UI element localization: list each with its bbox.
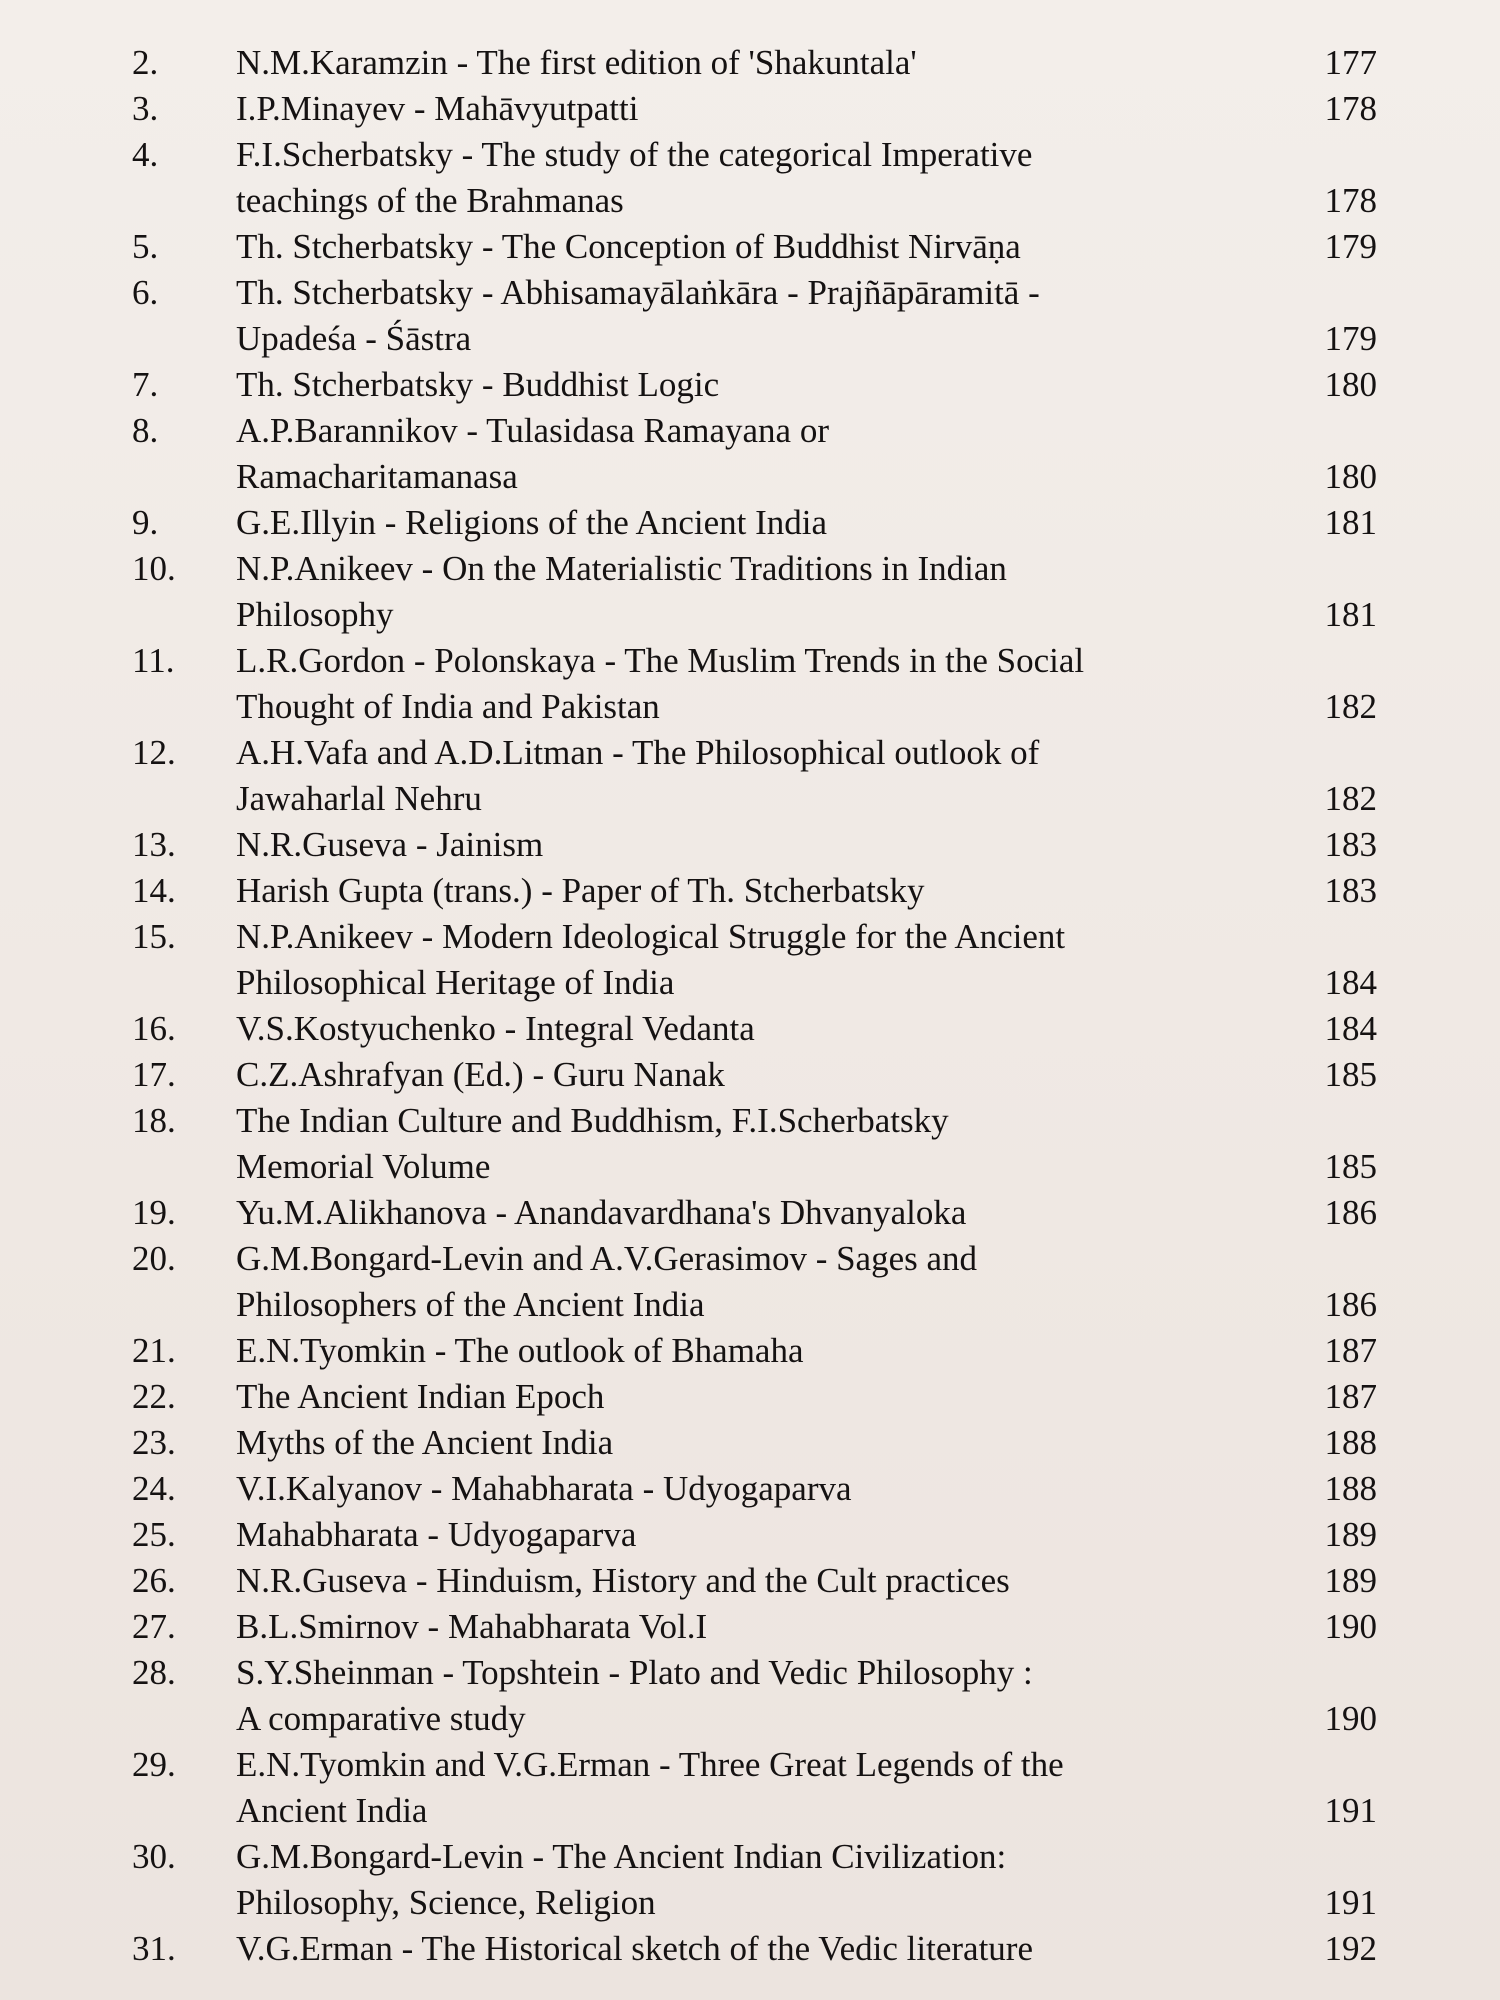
toc-entry — [0, 224, 1500, 270]
entry-title-line: L.R.Gordon - Polonskaya - The Muslim Trends in the Social — [236, 641, 1085, 680]
entry-page-number: 184 — [1324, 1009, 1377, 1048]
entry-number: 29. — [132, 1745, 176, 1784]
entry-title-line: Th. Stcherbatsky - The Conception of Buddhist Nirvāṇa — [236, 227, 1021, 266]
entry-page-number: 192 — [1324, 1929, 1377, 1968]
entry-number: 22. — [132, 1377, 176, 1416]
entry-number: 11. — [132, 641, 175, 680]
entry-title — [236, 1328, 1316, 1374]
entry-page-number: 181 — [1324, 503, 1377, 542]
entry-page-number: 183 — [1324, 825, 1377, 864]
toc-entry — [0, 638, 1500, 730]
entry-title-line: Harish Gupta (trans.) - Paper of Th. Stcherbatsky — [236, 871, 925, 910]
entry-page-number: 184 — [1324, 963, 1377, 1002]
entry-number: 25. — [132, 1515, 176, 1554]
toc-entry — [0, 1052, 1500, 1098]
toc-entry — [0, 86, 1500, 132]
entry-title-line: Philosophers of the Ancient India — [236, 1285, 705, 1324]
entry-number: 12. — [132, 733, 176, 772]
entry-number: 13. — [132, 825, 176, 864]
entry-title-line: V.S.Kostyuchenko - Integral Vedanta — [236, 1009, 755, 1048]
entry-title-line: Upadeśa - Śāstra — [236, 319, 472, 358]
entry-title-line: The Ancient Indian Epoch — [236, 1377, 605, 1416]
toc-entry — [0, 1558, 1500, 1604]
entry-number: 7. — [132, 365, 159, 404]
entry-number: 26. — [132, 1561, 176, 1600]
entry-title-line: Philosophy, Science, Religion — [236, 1883, 656, 1922]
toc-entry — [0, 1006, 1500, 1052]
entry-title-line: C.Z.Ashrafyan (Ed.) - Guru Nanak — [236, 1055, 725, 1094]
entry-title — [236, 1374, 1316, 1420]
toc-entry — [0, 1604, 1500, 1650]
entry-number: 2. — [132, 43, 159, 82]
entry-title — [236, 730, 1316, 822]
entry-title-line: Mahabharata - Udyogaparva — [236, 1515, 637, 1554]
toc-entry — [0, 1742, 1500, 1834]
entry-title-line: V.G.Erman - The Historical sketch of the Vedic literature — [236, 1929, 1033, 1968]
entry-title-line: Yu.M.Alikhanova - Anandavardhana's Dhvanyaloka — [236, 1193, 967, 1232]
entry-title-line: E.N.Tyomkin and V.G.Erman - Three Great Legends of the — [236, 1745, 1064, 1784]
entry-title-line: G.E.Illyin - Religions of the Ancient India — [236, 503, 828, 542]
entry-number: 15. — [132, 917, 176, 956]
entry-number: 8. — [132, 411, 159, 450]
toc-entry — [0, 546, 1500, 638]
entry-title — [236, 1834, 1316, 1926]
entry-title-line: A comparative study — [236, 1699, 526, 1738]
toc-entry — [0, 914, 1500, 1006]
entry-title-line: S.Y.Sheinman - Topshtein - Plato and Vedic Philosophy : — [236, 1653, 1033, 1692]
entry-title — [236, 1650, 1316, 1742]
entry-title-line: Philosophy — [236, 595, 394, 634]
entry-page-number: 182 — [1324, 779, 1377, 818]
entry-number: 28. — [132, 1653, 176, 1692]
entry-title — [236, 868, 1316, 914]
entry-title-line: N.M.Karamzin - The first edition of 'Shakuntala' — [236, 43, 917, 82]
entry-number: 21. — [132, 1331, 176, 1370]
entry-title-line: The Indian Culture and Buddhism, F.I.Scherbatsky — [236, 1101, 949, 1140]
entry-title — [236, 500, 1316, 546]
entry-title-line: A.H.Vafa and A.D.Litman - The Philosophical outlook of — [236, 733, 1040, 772]
entry-title-line: Jawaharlal Nehru — [236, 779, 482, 818]
toc-entry — [0, 1512, 1500, 1558]
entry-number: 10. — [132, 549, 176, 588]
entry-title — [236, 1098, 1316, 1190]
entry-title — [236, 1466, 1316, 1512]
entry-title — [236, 1604, 1316, 1650]
entry-page-number: 178 — [1324, 89, 1377, 128]
entry-number: 17. — [132, 1055, 176, 1094]
entry-title — [236, 1742, 1316, 1834]
entry-page-number: 183 — [1324, 871, 1377, 910]
entry-page-number: 185 — [1324, 1055, 1377, 1094]
entry-title-line: B.L.Smirnov - Mahabharata Vol.I — [236, 1607, 708, 1646]
entry-number: 27. — [132, 1607, 176, 1646]
toc-entry — [0, 1328, 1500, 1374]
entry-page-number: 187 — [1324, 1331, 1377, 1370]
entry-number: 14. — [132, 871, 176, 910]
entry-page-number: 190 — [1324, 1607, 1377, 1646]
entry-page-number: 189 — [1324, 1515, 1377, 1554]
entry-title-line: Philosophical Heritage of India — [236, 963, 675, 1002]
entry-page-number: 191 — [1324, 1883, 1377, 1922]
entry-title — [236, 638, 1316, 730]
entry-number: 31. — [132, 1929, 176, 1968]
toc-entry — [0, 132, 1500, 224]
entry-number: 3. — [132, 89, 159, 128]
entry-title-line: Ramacharitamanasa — [236, 457, 518, 496]
entry-title — [236, 822, 1316, 868]
entry-page-number: 182 — [1324, 687, 1377, 726]
entry-page-number: 181 — [1324, 595, 1377, 634]
entry-title-line: F.I.Scherbatsky - The study of the categorical Imperative — [236, 135, 1033, 174]
toc-entry — [0, 500, 1500, 546]
table-of-contents — [0, 40, 1500, 1972]
entry-title-line: Ancient India — [236, 1791, 428, 1830]
entry-page-number: 190 — [1324, 1699, 1377, 1738]
entry-title-line: G.M.Bongard-Levin and A.V.Gerasimov - Sages and — [236, 1239, 978, 1278]
entry-title — [236, 224, 1316, 270]
entry-title — [236, 40, 1316, 86]
entry-title — [236, 132, 1316, 224]
entry-title-line: A.P.Barannikov - Tulasidasa Ramayana or — [236, 411, 829, 450]
entry-title — [236, 546, 1316, 638]
toc-entry — [0, 1926, 1500, 1972]
entry-number: 30. — [132, 1837, 176, 1876]
entry-title-line: Thought of India and Pakistan — [236, 687, 660, 726]
entry-title — [236, 1236, 1316, 1328]
entry-title — [236, 1052, 1316, 1098]
entry-title — [236, 270, 1316, 362]
toc-entry — [0, 822, 1500, 868]
entry-title-line: Myths of the Ancient India — [236, 1423, 614, 1462]
entry-page-number: 185 — [1324, 1147, 1377, 1186]
toc-entry — [0, 1098, 1500, 1190]
entry-number: 24. — [132, 1469, 176, 1508]
entry-title — [236, 86, 1316, 132]
entry-title-line: N.P.Anikeev - On the Materialistic Traditions in Indian — [236, 549, 1007, 588]
toc-entry — [0, 270, 1500, 362]
toc-entry — [0, 40, 1500, 86]
toc-entry — [0, 1420, 1500, 1466]
entry-title-line: N.R.Guseva - Jainism — [236, 825, 544, 864]
entry-title — [236, 914, 1316, 1006]
toc-entry — [0, 408, 1500, 500]
toc-entry — [0, 362, 1500, 408]
entry-page-number: 186 — [1324, 1193, 1377, 1232]
entry-title-line: N.P.Anikeev - Modern Ideological Struggle for the Ancient — [236, 917, 1066, 956]
entry-title-line: V.I.Kalyanov - Mahabharata - Udyogaparva — [236, 1469, 852, 1508]
entry-title-line: Th. Stcherbatsky - Buddhist Logic — [236, 365, 720, 404]
entry-title — [236, 362, 1316, 408]
toc-entry — [0, 1834, 1500, 1926]
entry-title — [236, 1558, 1316, 1604]
toc-entry — [0, 1190, 1500, 1236]
toc-entry — [0, 1236, 1500, 1328]
toc-entry — [0, 1466, 1500, 1512]
entry-page-number: 179 — [1324, 319, 1377, 358]
entry-page-number: 178 — [1324, 181, 1377, 220]
entry-page-number: 177 — [1324, 43, 1377, 82]
entry-page-number: 187 — [1324, 1377, 1377, 1416]
toc-entry — [0, 1650, 1500, 1742]
entry-page-number: 191 — [1324, 1791, 1377, 1830]
entry-number: 4. — [132, 135, 159, 174]
entry-number: 16. — [132, 1009, 176, 1048]
entry-number: 20. — [132, 1239, 176, 1278]
entry-title — [236, 1190, 1316, 1236]
entry-page-number: 188 — [1324, 1423, 1377, 1462]
entry-page-number: 188 — [1324, 1469, 1377, 1508]
entry-title-line: N.R.Guseva - Hinduism, History and the Cult practices — [236, 1561, 1010, 1600]
entry-title-line: Memorial Volume — [236, 1147, 491, 1186]
entry-title — [236, 408, 1316, 500]
entry-title-line: teachings of the Brahmanas — [236, 181, 624, 220]
entry-page-number: 179 — [1324, 227, 1377, 266]
entry-number: 23. — [132, 1423, 176, 1462]
entry-title-line: I.P.Minayev - Mahāvyutpatti — [236, 89, 639, 128]
entry-number: 5. — [132, 227, 159, 266]
entry-title — [236, 1420, 1316, 1466]
entry-number: 19. — [132, 1193, 176, 1232]
entry-title — [236, 1926, 1316, 1972]
entry-page-number: 189 — [1324, 1561, 1377, 1600]
toc-entry — [0, 1374, 1500, 1420]
entry-number: 9. — [132, 503, 159, 542]
entry-page-number: 186 — [1324, 1285, 1377, 1324]
entry-number: 18. — [132, 1101, 176, 1140]
entry-title-line: Th. Stcherbatsky - Abhisamayālaṅkāra - Prajñāpāramitā - — [236, 273, 1040, 312]
entry-title — [236, 1006, 1316, 1052]
entry-title-line: G.M.Bongard-Levin - The Ancient Indian Civilization: — [236, 1837, 1007, 1876]
entry-title-line: E.N.Tyomkin - The outlook of Bhamaha — [236, 1331, 804, 1370]
entry-page-number: 180 — [1324, 365, 1377, 404]
entry-page-number: 180 — [1324, 457, 1377, 496]
toc-entry — [0, 868, 1500, 914]
entry-title — [236, 1512, 1316, 1558]
entry-number: 6. — [132, 273, 159, 312]
toc-entry — [0, 730, 1500, 822]
